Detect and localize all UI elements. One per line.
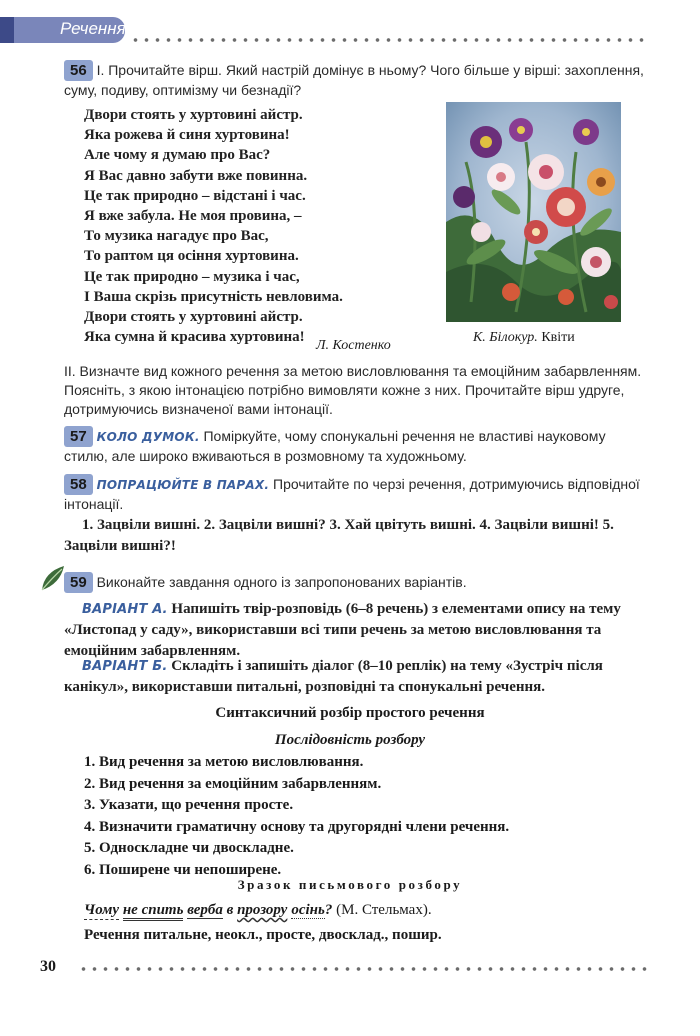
variant-a-tag: ВАРІАНТ А. — [82, 602, 168, 617]
sample-source: (М. Стельмах). — [336, 902, 432, 918]
exercise-59 — [64, 572, 646, 593]
poem-line: Двори стоять у хуртовині айстр. — [84, 107, 303, 123]
exercise-56-text: І. Прочитайте вірш. Який настрій домінує в ньому? Чого більше у вірші: захоплення, суму, подиву, оптимізму чи безнадії? — [64, 62, 644, 98]
variant-a-text: Напишіть твір-розповідь (6–8 речень) з елементами опису на тему «Листопад у саду», використавши всі типи речень за метою висловлювання та емоційним забарвленням. — [64, 601, 621, 659]
page-number: 30 — [40, 958, 56, 975]
poem-line: Я Вас давно забути вже повинна. — [84, 167, 308, 184]
exercise-number-59: 59 — [64, 572, 93, 593]
section-tab — [0, 17, 125, 43]
sample-sentence — [84, 902, 644, 919]
painting-caption — [473, 330, 575, 346]
sample-word-object: осінь — [291, 902, 325, 918]
exercise-number-56: 56 — [64, 60, 93, 81]
poem-line: Але чому я думаю про Вас? — [84, 147, 271, 164]
section-tab-cap — [0, 17, 14, 43]
analysis-step: 4. Визначити граматичну основу та другорядні члени речення. — [84, 818, 510, 835]
sample-result: Речення питальне, неокл., просте, двосклад., пошир. — [84, 927, 442, 943]
painting-flowers — [446, 102, 621, 322]
exercise-number-58: 58 — [64, 474, 93, 495]
analysis-subtitle: Послідовність розбору — [274, 732, 426, 748]
sample-word-subject: верба — [187, 902, 223, 918]
variant-b — [64, 656, 646, 698]
poem-line: Це так природно – музика і час, — [84, 268, 300, 285]
exercise-number-57: 57 — [64, 426, 93, 447]
analysis-step: 3. Указати, що речення просте. — [84, 797, 294, 813]
sample-question-mark: ? — [324, 902, 333, 918]
variant-a — [64, 599, 646, 662]
exercise-58 — [64, 474, 646, 514]
analysis-title: Синтаксичний розбір простого речення — [215, 705, 485, 721]
variant-b-text: Складіть і запишіть діалог (8–10 реплік) на тему «Зустріч після канікул», використавши питальні, розповідні та спонукальні речення. — [64, 658, 603, 695]
exercise-57-tag: КОЛО ДУМОК. — [96, 430, 200, 444]
poem-line: Я вже забула. Не моя провина, – — [84, 208, 302, 225]
exercise-56-intro — [64, 60, 646, 100]
section-title: Речення — [60, 19, 126, 38]
analysis-step: 5. Односкладне чи двоскладне. — [84, 840, 294, 856]
poem — [84, 105, 434, 347]
exercise-57 — [64, 426, 646, 466]
header-dotted-rule — [130, 37, 650, 43]
sample-word-preposition: в — [226, 902, 234, 918]
exercise-56-part2: ІІ. Визначте вид кожного речення за метою висловлювання та емоційним забарвленням. Поясніть, з якою інтонацією потрібно вимовляти кожне з них. Прочитайте вірш удруге, дотримуючись визначеної вами інтонації. — [64, 363, 642, 417]
variant-b-tag: ВАРІАНТ Б. — [82, 659, 168, 674]
poem-line: Це так природно – відстані і час. — [84, 187, 306, 204]
sample-title: Зразок письмового розбору — [237, 877, 463, 892]
painting-caption-title: Квіти — [541, 330, 575, 345]
poem-line: Яка рожева й синя хуртовина! — [84, 127, 290, 144]
exercise-58-text: Прочитайте по черзі речення, дотримуючись відповідної інтонації. — [64, 476, 640, 512]
sample-word-predicate: не спить — [123, 902, 184, 921]
poem-line: Двори стоять у хуртовині айстр. — [84, 309, 303, 326]
exercise-58-tag: ПОПРАЦЮЙТЕ В ПАРАХ. — [96, 478, 270, 492]
poem-author: Л. Костенко — [316, 338, 391, 353]
sample-word-adverbial: Чому — [84, 902, 120, 918]
analysis-step: 1. Вид речення за метою висловлювання. — [84, 754, 364, 770]
analysis-step: 2. Вид речення за емоційним забарвленням. — [84, 775, 382, 792]
exercise-58-sentences: 1. Зацвіли вишні. 2. Зацвіли вишні? 3. Хай цвітуть вишні. 4. Зацвіли вишні! 5. Зацвіли вишні?! — [64, 517, 614, 554]
poem-line: Яка сумна й красива хуртовина! — [84, 329, 305, 346]
footer-dotted-rule — [78, 966, 648, 972]
exercise-57-text: Поміркуйте, чому спонукальні речення не властиві науковому стилю, але широко вживаються в розмовному та художньому. — [64, 428, 606, 464]
poem-line: То раптом ця осіння хуртовина. — [84, 248, 299, 265]
painting-caption-author: К. Білокур. — [473, 330, 538, 345]
exercise-59-text: Виконайте завдання одного із запропонованих варіантів. — [96, 574, 467, 590]
analysis-step: 6. Поширене чи непоширене. — [84, 861, 282, 878]
analysis-steps — [84, 752, 644, 881]
sample-word-attribute: прозору — [237, 902, 288, 918]
poem-line: І Ваша скрізь присутність невловима. — [84, 288, 343, 305]
poem-line: То музика нагадує про Вас, — [84, 228, 269, 245]
